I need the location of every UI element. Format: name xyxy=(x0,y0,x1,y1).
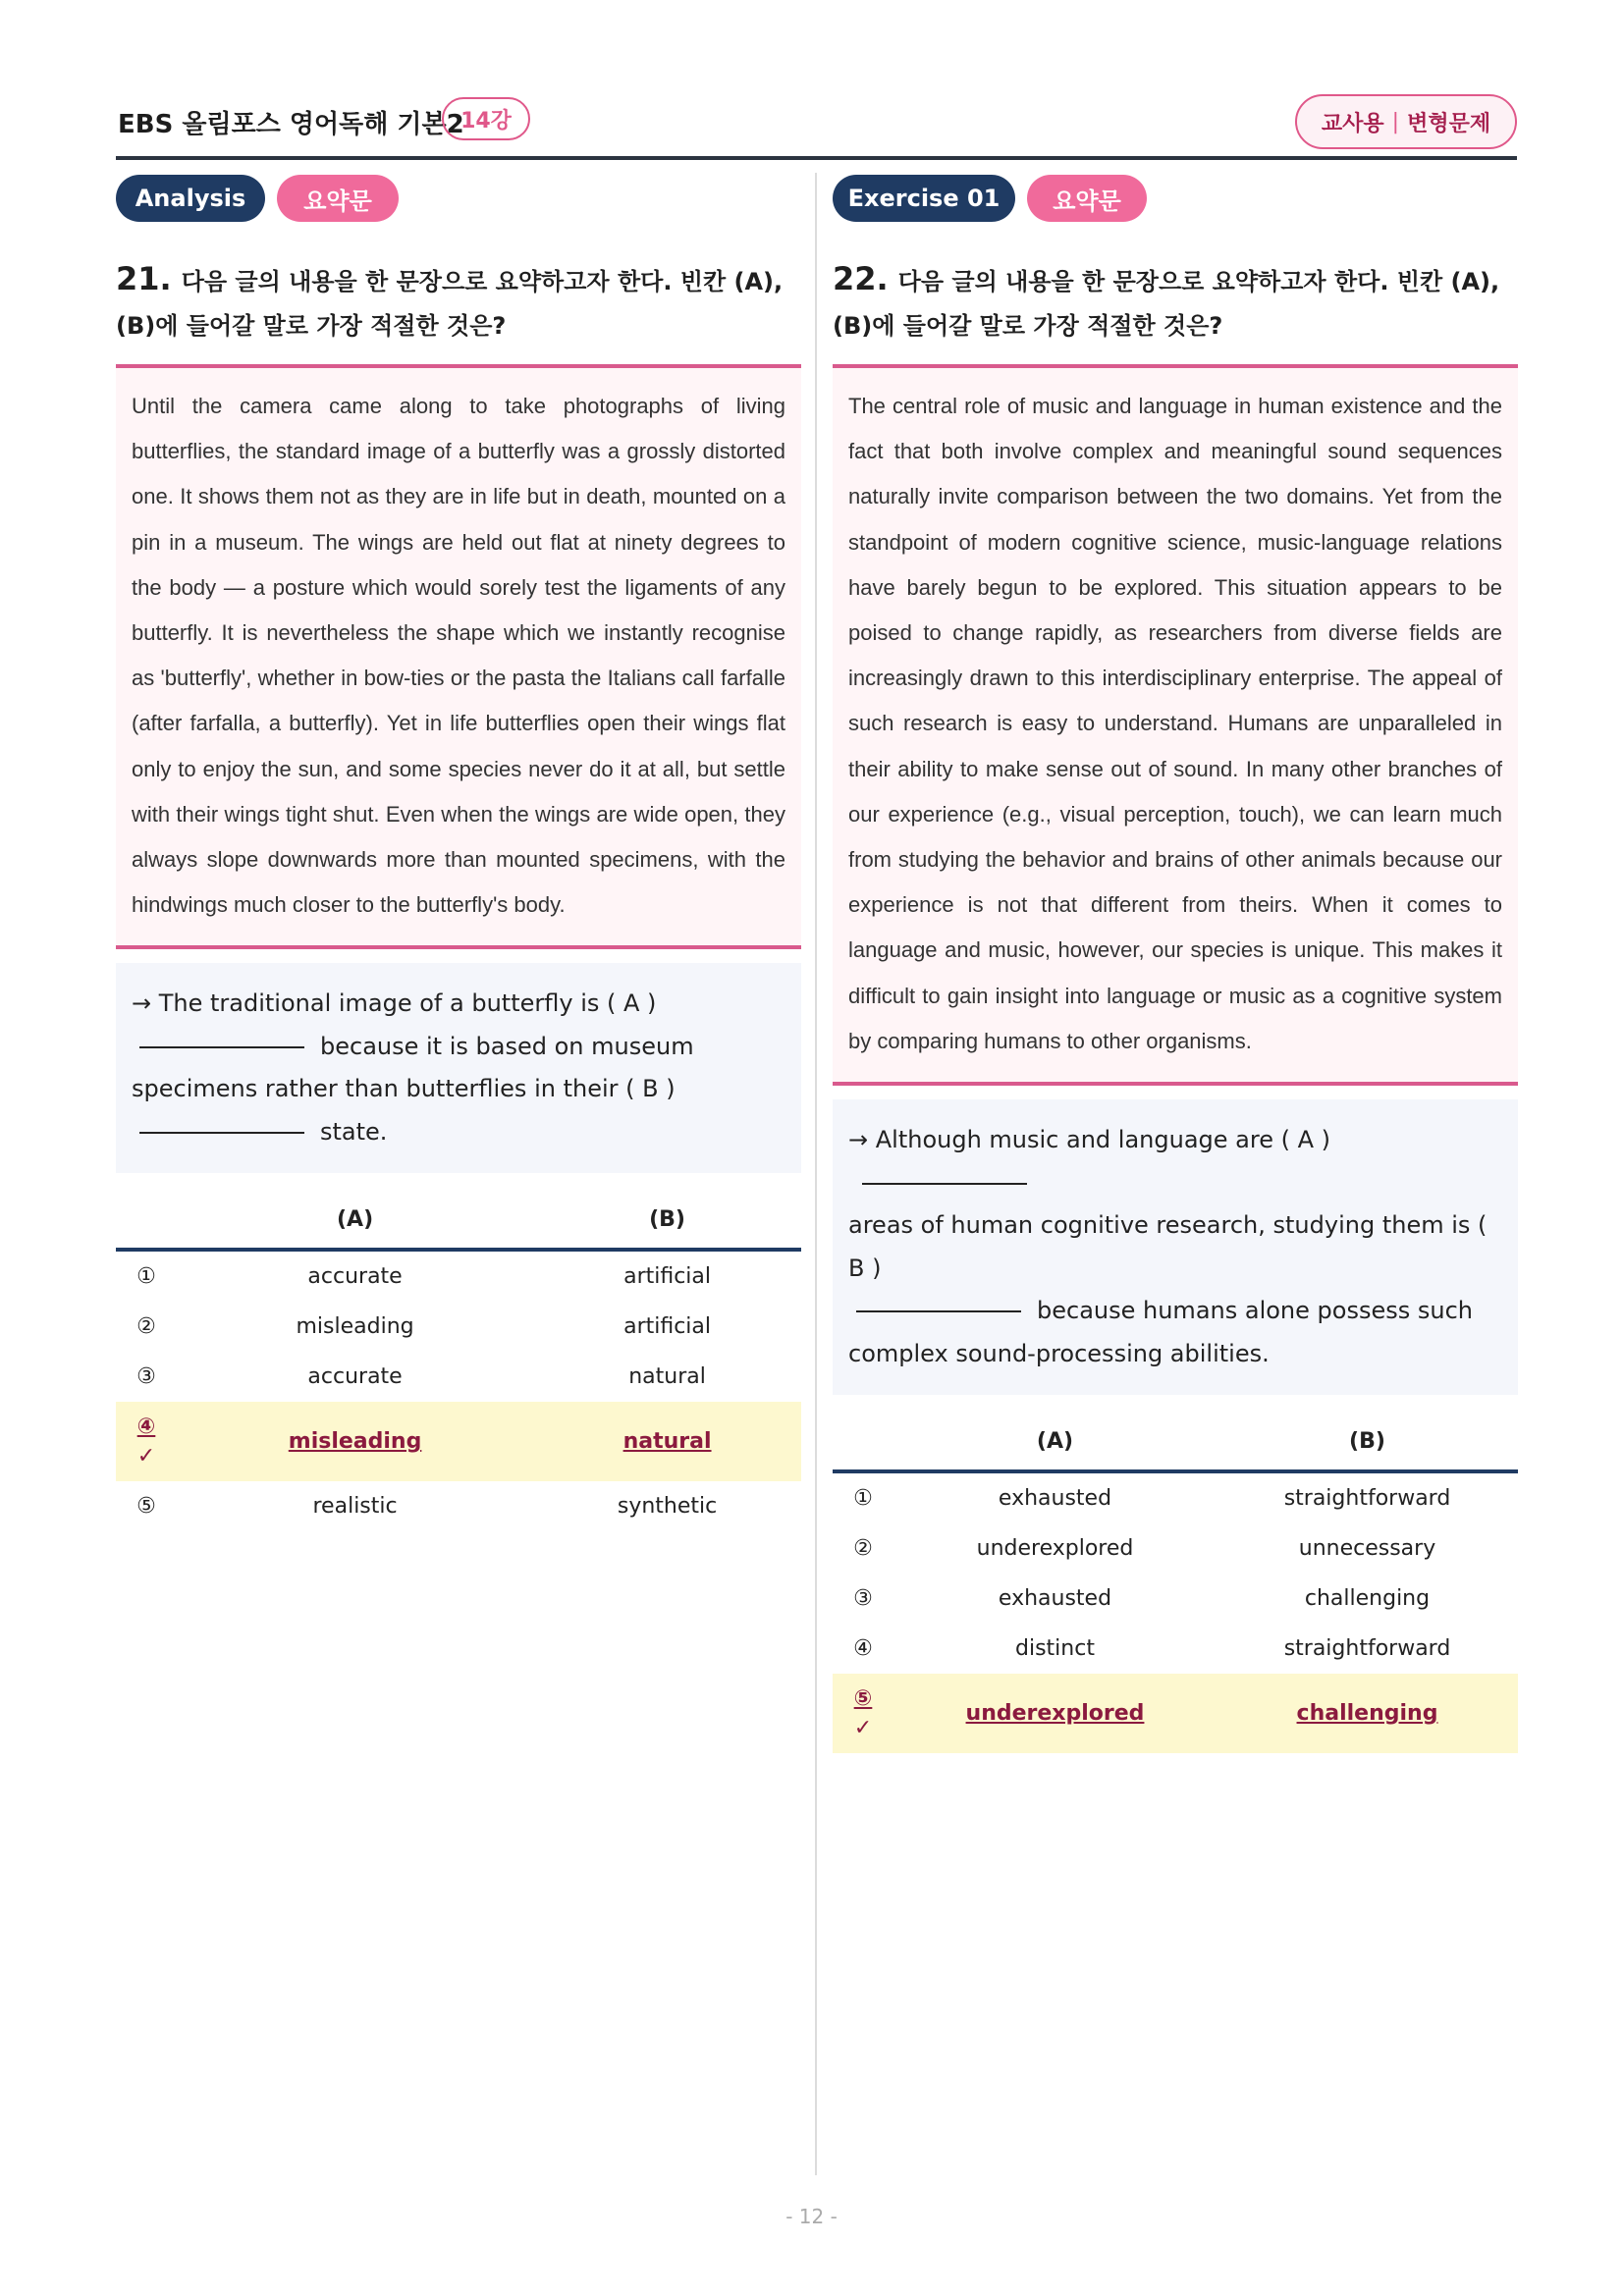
book-title: EBS 올림포스 영어독해 기본2 xyxy=(118,110,464,139)
analysis-tag: Analysis xyxy=(116,175,265,222)
choice-row[interactable] xyxy=(833,1471,1518,1523)
summary-line: because humans alone possess such xyxy=(848,1290,1502,1333)
lesson-badge: 14강 xyxy=(442,97,530,140)
choice-a: misleading xyxy=(177,1402,533,1481)
header-rule xyxy=(116,156,1517,160)
summary-line: areas of human cognitive research, studying them is ( B ) xyxy=(848,1211,1488,1282)
choice-a: underexplored xyxy=(976,1536,1134,1562)
choice-b: straightforward xyxy=(1283,1636,1451,1662)
blank-a xyxy=(862,1183,1027,1185)
question-text: 다음 글의 내용을 한 문장으로 요약하고자 한다. 빈칸 (A), (B)에 들어갈 말로 가장 적절한 것은? xyxy=(116,268,784,340)
choice-number: ② xyxy=(136,1314,156,1340)
summary-line: specimens rather than butterflies in their ( B ) xyxy=(132,1075,676,1103)
question-prompt xyxy=(116,257,801,348)
choice-a: accurate xyxy=(307,1264,403,1290)
column-divider xyxy=(815,173,817,2175)
choice-number: ① xyxy=(853,1486,873,1512)
choice-b: challenging xyxy=(1304,1586,1431,1612)
correct-choice-row[interactable] xyxy=(116,1402,801,1481)
choice-a: distinct xyxy=(1015,1636,1095,1662)
question-text: 다음 글의 내용을 한 문장으로 요약하고자 한다. 빈칸 (A), (B)에 들어갈 말로 가장 적절한 것은? xyxy=(833,268,1500,340)
answer-choices xyxy=(116,1191,801,1531)
summary-tag: 요약문 xyxy=(277,175,399,222)
choice-b: natural xyxy=(533,1402,801,1481)
variant-label: 변형문제 xyxy=(1407,111,1491,136)
question-number: 21. xyxy=(116,260,172,297)
question-number: 22. xyxy=(833,260,889,297)
choice-number: ④ ✓ xyxy=(116,1402,177,1481)
choice-number: ④ xyxy=(853,1636,873,1662)
choice-b: synthetic xyxy=(617,1494,718,1520)
choice-a: misleading xyxy=(296,1314,414,1340)
reading-passage: The central role of music and language in human existence and the fact that both involve complex and meaningful sound sequences naturally invite comparison between the two domains. Yet from the standpoint of modern cognitive science, music-language relations have barely begun to be explored. This situation appears to be poised to change rapidly, as researchers from diverse fields are increasingly drawn to this interdisciplinary enterprise. The appeal of such research is easy to understand. Humans are unparalleled in their ability to make sense out of sound. In many other branches of our experience (e.g., visual perception, touch), we can learn much from studying the behavior and brains of other animals because our experience is not that different from theirs. When it comes to language and music, however, our species is unique. This makes it difficult to gain insight into language or music as a cognitive system by comparing humans to other organisms. xyxy=(833,368,1518,1082)
choice-row[interactable] xyxy=(116,1250,801,1302)
choice-a: exhausted xyxy=(998,1586,1112,1612)
column-a-header: (A) xyxy=(177,1191,533,1250)
choices-header xyxy=(116,1191,801,1250)
choice-a: realistic xyxy=(312,1494,398,1520)
summary-line: → The traditional image of a butterfly is ( A ) xyxy=(132,989,657,1018)
teacher-badge xyxy=(1295,94,1517,149)
reading-passage: Until the camera came along to take photographs of living butterflies, the standard image of a butterfly was a grossly distorted one. It shows them not as they are in life but in death, mounted on a pin in a museum. The wings are held out flat at ninety degrees to the body — a posture which would sorely test the ligaments of any butterfly. It is nevertheless the shape which we instantly recognise as 'butterfly', whether in bow-ties or the pasta the Italians call farfalle (after farfalla, a butterfly). Yet in life butterflies open their wings flat only to enjoy the sun, and some species never do it at all, but settle with their wings tight shut. Even when the wings are wide open, they always slope downwards more than mounted specimens, with the hindwings much closer to the butterfly's body. xyxy=(116,368,801,945)
summary-tag: 요약문 xyxy=(1027,175,1147,222)
blank-a xyxy=(139,1046,304,1048)
page-header xyxy=(116,94,1517,157)
page-number: - 12 - xyxy=(785,2205,838,2228)
choice-row[interactable] xyxy=(833,1574,1518,1624)
passage-rule xyxy=(116,945,801,949)
choice-row[interactable] xyxy=(116,1302,801,1352)
left-column xyxy=(116,173,801,1531)
summary-line: → Although music and language are ( A ) xyxy=(848,1119,1502,1204)
badge-separator: | xyxy=(1391,109,1400,134)
right-column xyxy=(833,173,1518,1753)
exercise-tag: Exercise 01 xyxy=(833,175,1015,222)
teacher-label: 교사용 xyxy=(1321,111,1384,136)
column-b-header: (B) xyxy=(1217,1413,1518,1471)
column-b-header: (B) xyxy=(533,1191,801,1250)
choice-row[interactable] xyxy=(116,1481,801,1531)
section-tags xyxy=(833,173,1518,224)
choice-number: ⑤ xyxy=(136,1494,156,1520)
choice-b: artificial xyxy=(623,1264,712,1290)
summary-sentence xyxy=(116,963,801,1173)
choice-b: unnecessary xyxy=(1298,1536,1436,1562)
answer-choices xyxy=(833,1413,1518,1753)
blank-b xyxy=(139,1132,304,1134)
blank-b xyxy=(856,1310,1021,1312)
choice-b: natural xyxy=(628,1364,706,1390)
choice-row[interactable] xyxy=(833,1523,1518,1574)
column-a-header: (A) xyxy=(893,1413,1217,1471)
choice-a: underexplored xyxy=(893,1674,1217,1753)
choice-a: exhausted xyxy=(998,1486,1112,1512)
choice-b: straightforward xyxy=(1283,1486,1451,1512)
choice-b: challenging xyxy=(1217,1674,1518,1753)
correct-choice-row[interactable] xyxy=(833,1674,1518,1753)
question-prompt xyxy=(833,257,1518,348)
choice-number: ③ xyxy=(136,1364,156,1390)
choice-number: ② xyxy=(853,1536,873,1562)
choice-number: ⑤ ✓ xyxy=(833,1674,893,1753)
summary-sentence xyxy=(833,1099,1518,1395)
choice-row[interactable] xyxy=(833,1624,1518,1674)
summary-line: state. xyxy=(132,1111,785,1154)
choice-number: ③ xyxy=(853,1586,873,1612)
choice-a: accurate xyxy=(307,1364,403,1390)
choice-number: ① xyxy=(136,1264,156,1290)
passage-rule xyxy=(833,1082,1518,1086)
summary-line: because it is based on museum xyxy=(132,1026,785,1069)
section-tags xyxy=(116,173,801,224)
choice-row[interactable] xyxy=(116,1352,801,1402)
check-icon: ✓ xyxy=(853,1715,873,1740)
check-icon: ✓ xyxy=(136,1443,156,1468)
summary-line: complex sound-processing abilities. xyxy=(848,1339,1270,1367)
choices-header xyxy=(833,1413,1518,1471)
choice-b: artificial xyxy=(623,1314,712,1340)
